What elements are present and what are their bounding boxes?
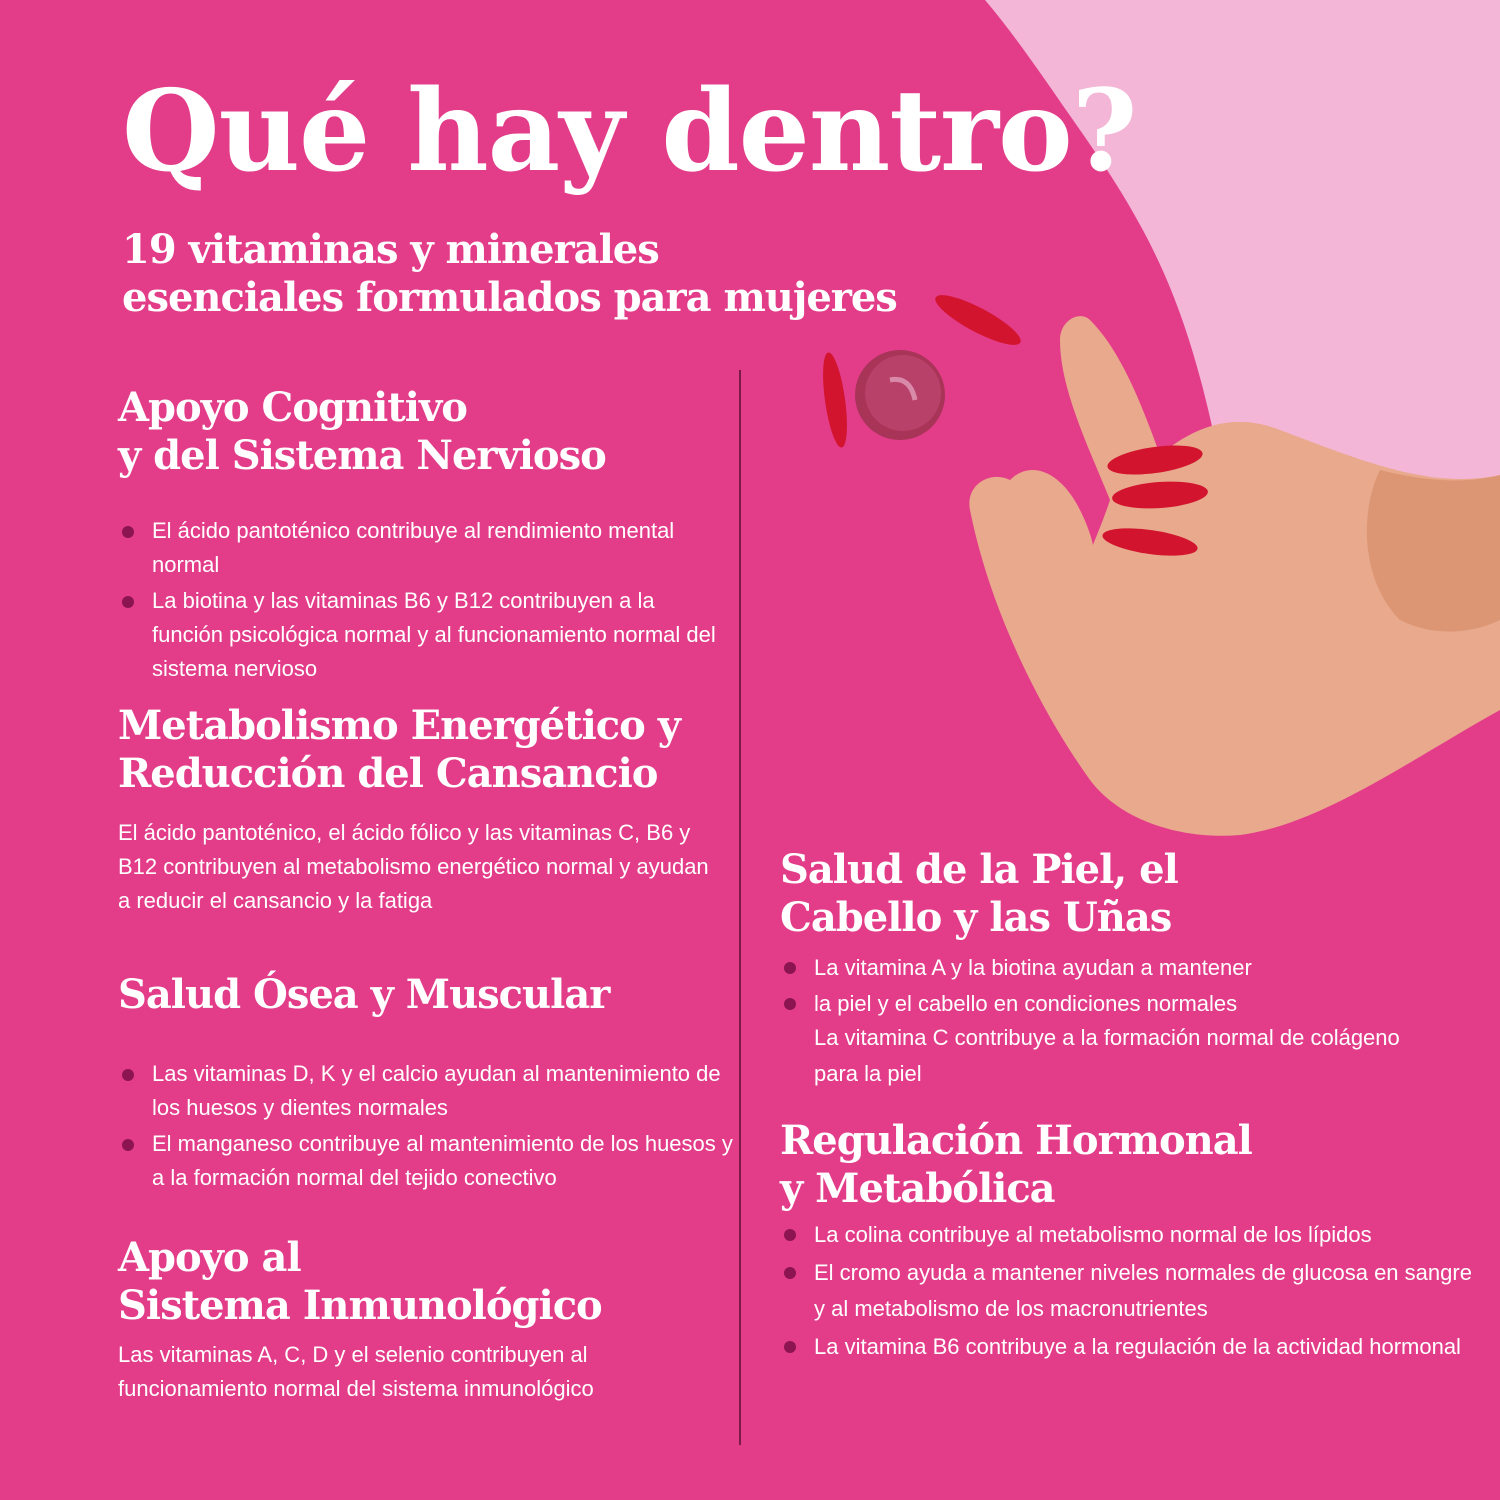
bullet-list (780, 950, 1440, 1092)
section-cognitive (118, 384, 718, 688)
list-item (118, 514, 718, 582)
heading-line: Apoyo al (118, 1234, 301, 1281)
list-item (780, 950, 1440, 986)
heading-line: y Metabólica (780, 1165, 1055, 1212)
heading-line: Salud de la Piel, el (780, 846, 1178, 893)
subtitle-line: 19 vitaminas y minerales (122, 226, 659, 273)
list-item-text: La vitamina B6 contribuye a la regulación de la actividad hormonal (814, 1334, 1461, 1359)
section-skin (780, 846, 1440, 1092)
list-item-text: La biotina y las vitaminas B6 y B12 contribuyen a la función psicológica normal y al funcionamiento normal del sistema nervioso (152, 588, 716, 681)
list-item-text: la piel y el cabello en condiciones normales (814, 991, 1238, 1016)
section-heading (118, 1234, 718, 1330)
bullet-list (118, 514, 718, 686)
subtitle-line: esenciales formulados para mujeres (122, 274, 897, 321)
column-divider (739, 370, 741, 1445)
list-item-text: Las vitaminas D, K y el calcio ayudan al mantenimiento de los huesos y dientes normales (152, 1061, 721, 1120)
section-metabolism (118, 702, 718, 918)
list-item-text: El ácido pantoténico contribuye al rendimiento mental normal (152, 518, 675, 577)
list-item-text: La vitamina C contribuye a la formación normal de colágeno para la piel (814, 1025, 1400, 1086)
list-item (780, 1020, 1440, 1092)
bullet-dot-icon (122, 1069, 134, 1081)
bullet-dot-icon (784, 962, 796, 974)
heading-line: Apoyo Cognitivo (118, 384, 467, 431)
bullet-dot-icon (122, 596, 134, 608)
heading-line: Reducción del Cansancio (118, 750, 658, 797)
bullet-dot-icon (784, 1341, 796, 1353)
section-immune (118, 1234, 718, 1406)
section-text: Las vitaminas A, C, D y el selenio contribuyen al funcionamiento normal del sistema inmunológico (118, 1342, 594, 1401)
list-item-text: El cromo ayuda a mantener niveles normales de glucosa en sangre y al metabolismo de los macronutrientes (814, 1260, 1472, 1321)
bullet-dot-icon (784, 1229, 796, 1241)
list-item (118, 1127, 738, 1195)
bullet-dot-icon (784, 1267, 796, 1279)
list-item-text: El manganeso contribuye al mantenimiento de los huesos y a la formación normal del tejido conectivo (152, 1131, 733, 1190)
list-item (780, 1329, 1480, 1365)
list-item (118, 1057, 738, 1125)
section-heading (118, 384, 718, 480)
section-heading (118, 702, 718, 798)
section-hormonal (780, 1117, 1480, 1367)
list-item-text: La colina contribuye al metabolismo normal de los lípidos (814, 1222, 1372, 1247)
heading-line: Sistema Inmunológico (118, 1282, 602, 1329)
page-title: Qué hay dentro? (122, 66, 1137, 197)
list-item-text: La vitamina A y la biotina ayudan a mantener (814, 955, 1252, 980)
list-item (780, 1217, 1480, 1253)
section-heading (780, 1117, 1480, 1213)
heading-line: Metabolismo Energético y (118, 702, 680, 749)
page-subtitle (122, 226, 982, 322)
list-item (780, 986, 1440, 1022)
bullet-list (780, 1217, 1480, 1365)
bullet-dot-icon (122, 1139, 134, 1151)
hand-holding-gummy-icon (760, 280, 1500, 840)
bullet-dot-icon (122, 526, 134, 538)
section-bone (118, 971, 738, 1197)
heading-line: Regulación Hormonal (780, 1117, 1252, 1164)
section-text: El ácido pantoténico, el ácido fólico y las vitaminas C, B6 y B12 contribuyen al metabolismo energético normal y ayudan a reducir el cansancio y la fatiga (118, 820, 709, 913)
heading-line: y del Sistema Nervioso (118, 432, 606, 479)
list-item (118, 584, 718, 686)
heading-line: Cabello y las Uñas (780, 894, 1172, 941)
section-heading: Salud Ósea y Muscular (118, 971, 610, 1018)
bullet-list (118, 1057, 738, 1195)
bullet-dot-icon (784, 998, 796, 1010)
section-heading (780, 846, 1440, 942)
list-item (780, 1255, 1480, 1327)
